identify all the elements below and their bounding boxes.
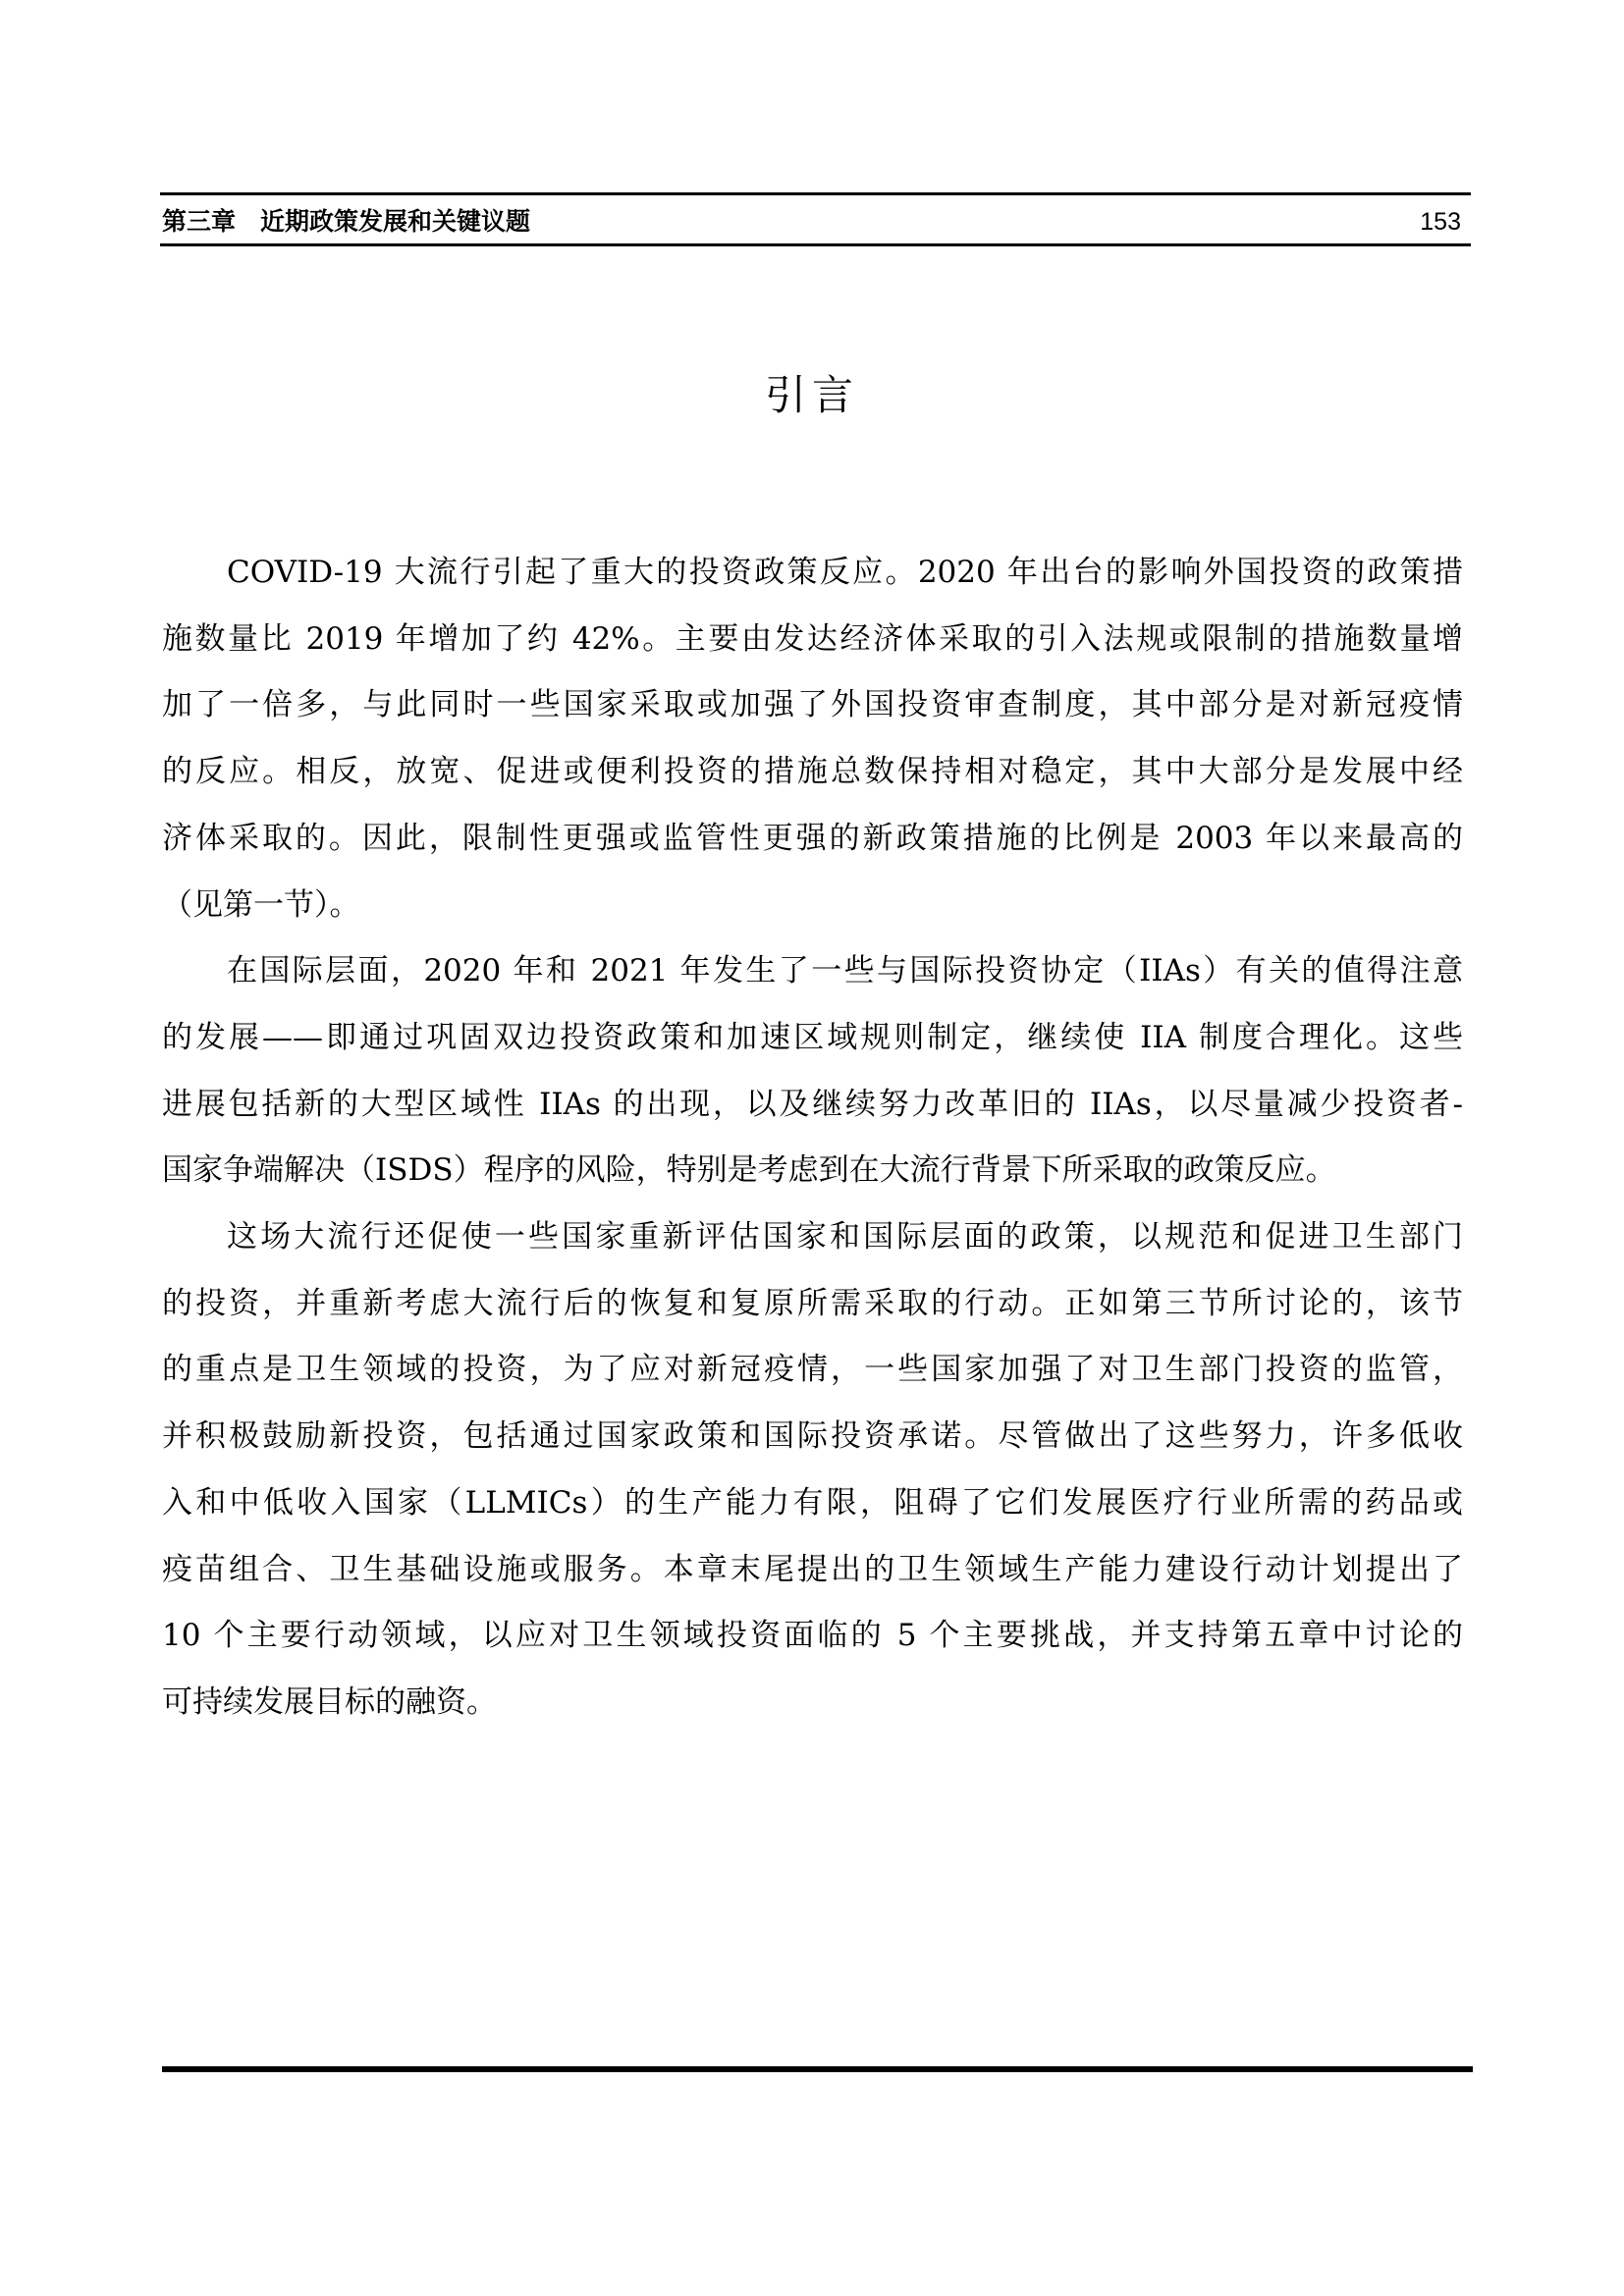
page-number: 153 bbox=[1420, 208, 1461, 236]
text-line: 进展包括新的大型区域性 IIAs 的出现，以及继续努力改革旧的 IIAs，以尽量减少投资者- bbox=[162, 1086, 1463, 1122]
text-line: 并积极鼓励新投资，包括通过国家政策和国际投资承诺。尽管做出了这些努力，许多低收 bbox=[162, 1418, 1463, 1455]
text-line: 入和中低收入国家（LLMICs）的生产能力有限，阻碍了它们发展医疗行业所需的药品或 bbox=[162, 1484, 1463, 1521]
running-header-chapter: 第三章 近期政策发展和关键议题 bbox=[162, 207, 531, 236]
text-line: 的反应。相反，放宽、促进或便利投资的措施总数保持相对稳定，其中大部分是发展中经 bbox=[162, 754, 1463, 790]
text-line: 疫苗组合、卫生基础设施或服务。本章末尾提出的卫生领域生产能力建设行动计划提出了 bbox=[162, 1551, 1463, 1587]
header-bottom-rule bbox=[160, 243, 1471, 246]
paragraph bbox=[162, 540, 1463, 938]
text-line: 可持续发展目标的融资。 bbox=[162, 1683, 497, 1720]
text-line: 济体采取的。因此，限制性更强或监管性更强的新政策措施的比例是 2003 年以来最高的 bbox=[162, 820, 1463, 856]
text-line: （见第一节）。 bbox=[162, 886, 360, 923]
text-line: 的投资，并重新考虑大流行后的恢复和复原所需采取的行动。正如第三节所讨论的，该节 bbox=[162, 1285, 1463, 1321]
section-title: 引言 bbox=[764, 371, 859, 419]
text-line: 施数量比 2019 年增加了约 42%。主要由发达经济体采取的引入法规或限制的措施数量增 bbox=[162, 620, 1463, 657]
text-line: 国家争端解决（ISDS）程序的风险，特别是考虑到在大流行背景下所采取的政策反应。 bbox=[162, 1152, 1336, 1189]
text-line: 这场大流行还促使一些国家重新评估国家和国际层面的政策，以规范和促进卫生部门 bbox=[227, 1219, 1463, 1255]
footer-rule bbox=[162, 2066, 1473, 2072]
paragraph bbox=[162, 938, 1463, 1204]
body-text bbox=[162, 540, 1463, 1736]
paragraph bbox=[162, 1204, 1463, 1736]
text-line: 加了一倍多，与此同时一些国家采取或加强了外国投资审查制度，其中部分是对新冠疫情 bbox=[162, 687, 1463, 723]
text-line: 在国际层面，2020 年和 2021 年发生了一些与国际投资协定（IIAs）有关的值得注意 bbox=[227, 953, 1463, 989]
text-line: 10 个主要行动领域，以应对卫生领域投资面临的 5 个主要挑战，并支持第五章中讨论的 bbox=[162, 1618, 1463, 1654]
text-line: 的重点是卫生领域的投资，为了应对新冠疫情，一些国家加强了对卫生部门投资的监管， bbox=[162, 1352, 1463, 1388]
header-top-rule bbox=[160, 192, 1471, 195]
text-line: 的发展——即通过巩固双边投资政策和加速区域规则制定，继续使 IIA 制度合理化。这些 bbox=[162, 1019, 1463, 1055]
text-line: COVID-19 大流行引起了重大的投资政策反应。2020 年出台的影响外国投资的政策措 bbox=[227, 555, 1463, 590]
